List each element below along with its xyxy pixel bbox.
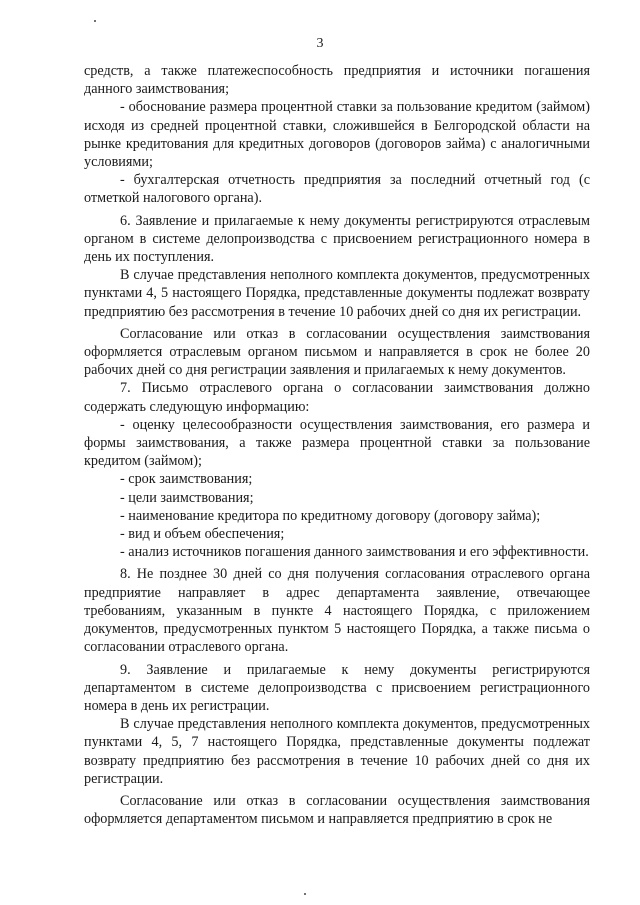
paragraph: Согласование или отказ в согласовании осуществления заимствования оформляется отраслевым органом письмом и направляется в срок не более 20 рабочих дней со дня регистрации заявления и прилагаемых к нему документов. [84, 325, 590, 379]
scan-speck [94, 20, 96, 22]
page-number: 3 [316, 36, 324, 51]
list-item: - оценку целесообразности осуществления заимствования, его размера и формы заимствования, а также размера процентной ставки за пользование кредитом (займом); [84, 416, 590, 470]
list-item: - цели заимствования; [120, 489, 254, 506]
paragraph: В случае представления неполного комплекта документов, предусмотренных пунктами 4, 5, 7 настоящего Порядка, представленные документы подлежат возврату предприятию без рассмотрения в течение 10 рабочих дней со дня их регистрации. [84, 716, 590, 787]
paragraph: 7. Письмо отраслевого органа о согласовании заимствования должно содержать следующую информацию: [84, 380, 590, 415]
list-item: - вид и объем обеспечения; [120, 526, 285, 543]
paragraph: 6. Заявление и прилагаемые к нему документы регистрируются отраслевым органом в системе делопроизводства с присвоением регистрационного номера в день их поступления. [84, 212, 590, 266]
paragraph: - бухгалтерская отчетность предприятия за последний отчетный год (с отметкой налогового органа). [84, 172, 590, 207]
paragraph: 9. Заявление и прилагаемые к нему документы регистрируются департаментом в системе делопроизводства с присвоением регистрационного номера в день их регистрации. [84, 661, 590, 714]
paragraph: В случае представления неполного комплекта документов, предусмотренных пунктами 4, 5 настоящего Порядка, представленные документы подлежат возврату предприятию без рассмотрения в течение 10 рабочих дней со дня их регистрации. [84, 267, 590, 320]
paragraph: Согласование или отказ в согласовании осуществления заимствования оформляется департаментом письмом и направляется предприятию в срок не [84, 792, 590, 828]
scan-speck [304, 893, 306, 895]
list-item: - срок заимствования; [120, 471, 253, 488]
list-item: - анализ источников погашения данного заимствования и его эффективности. [120, 544, 589, 561]
paragraph: 8. Не позднее 30 дней со дня получения согласования отраслевого органа предприятие направляет в адрес департамента заявление, отвечающее требованиям, указанным в пункте 4 настоящего Порядка, с приложением документов, предусмотренных пунктом 5 настоящего Порядка, а также письма о согласовании отраслевого органа. [84, 566, 590, 656]
paragraph: средств, а также платежеспособность предприятия и источники погашения данного заимствования; [84, 63, 590, 98]
list-item: - наименование кредитора по кредитному договору (договору займа); [120, 507, 541, 524]
paragraph: - обоснование размера процентной ставки за пользование кредитом (займом) исходя из средней процентной ставки, сложившейся в Белгородской области на рынке кредитования для кредитных договоров (договоров займа) с аналогичными условиями; [84, 99, 590, 171]
document-body [84, 62, 590, 828]
